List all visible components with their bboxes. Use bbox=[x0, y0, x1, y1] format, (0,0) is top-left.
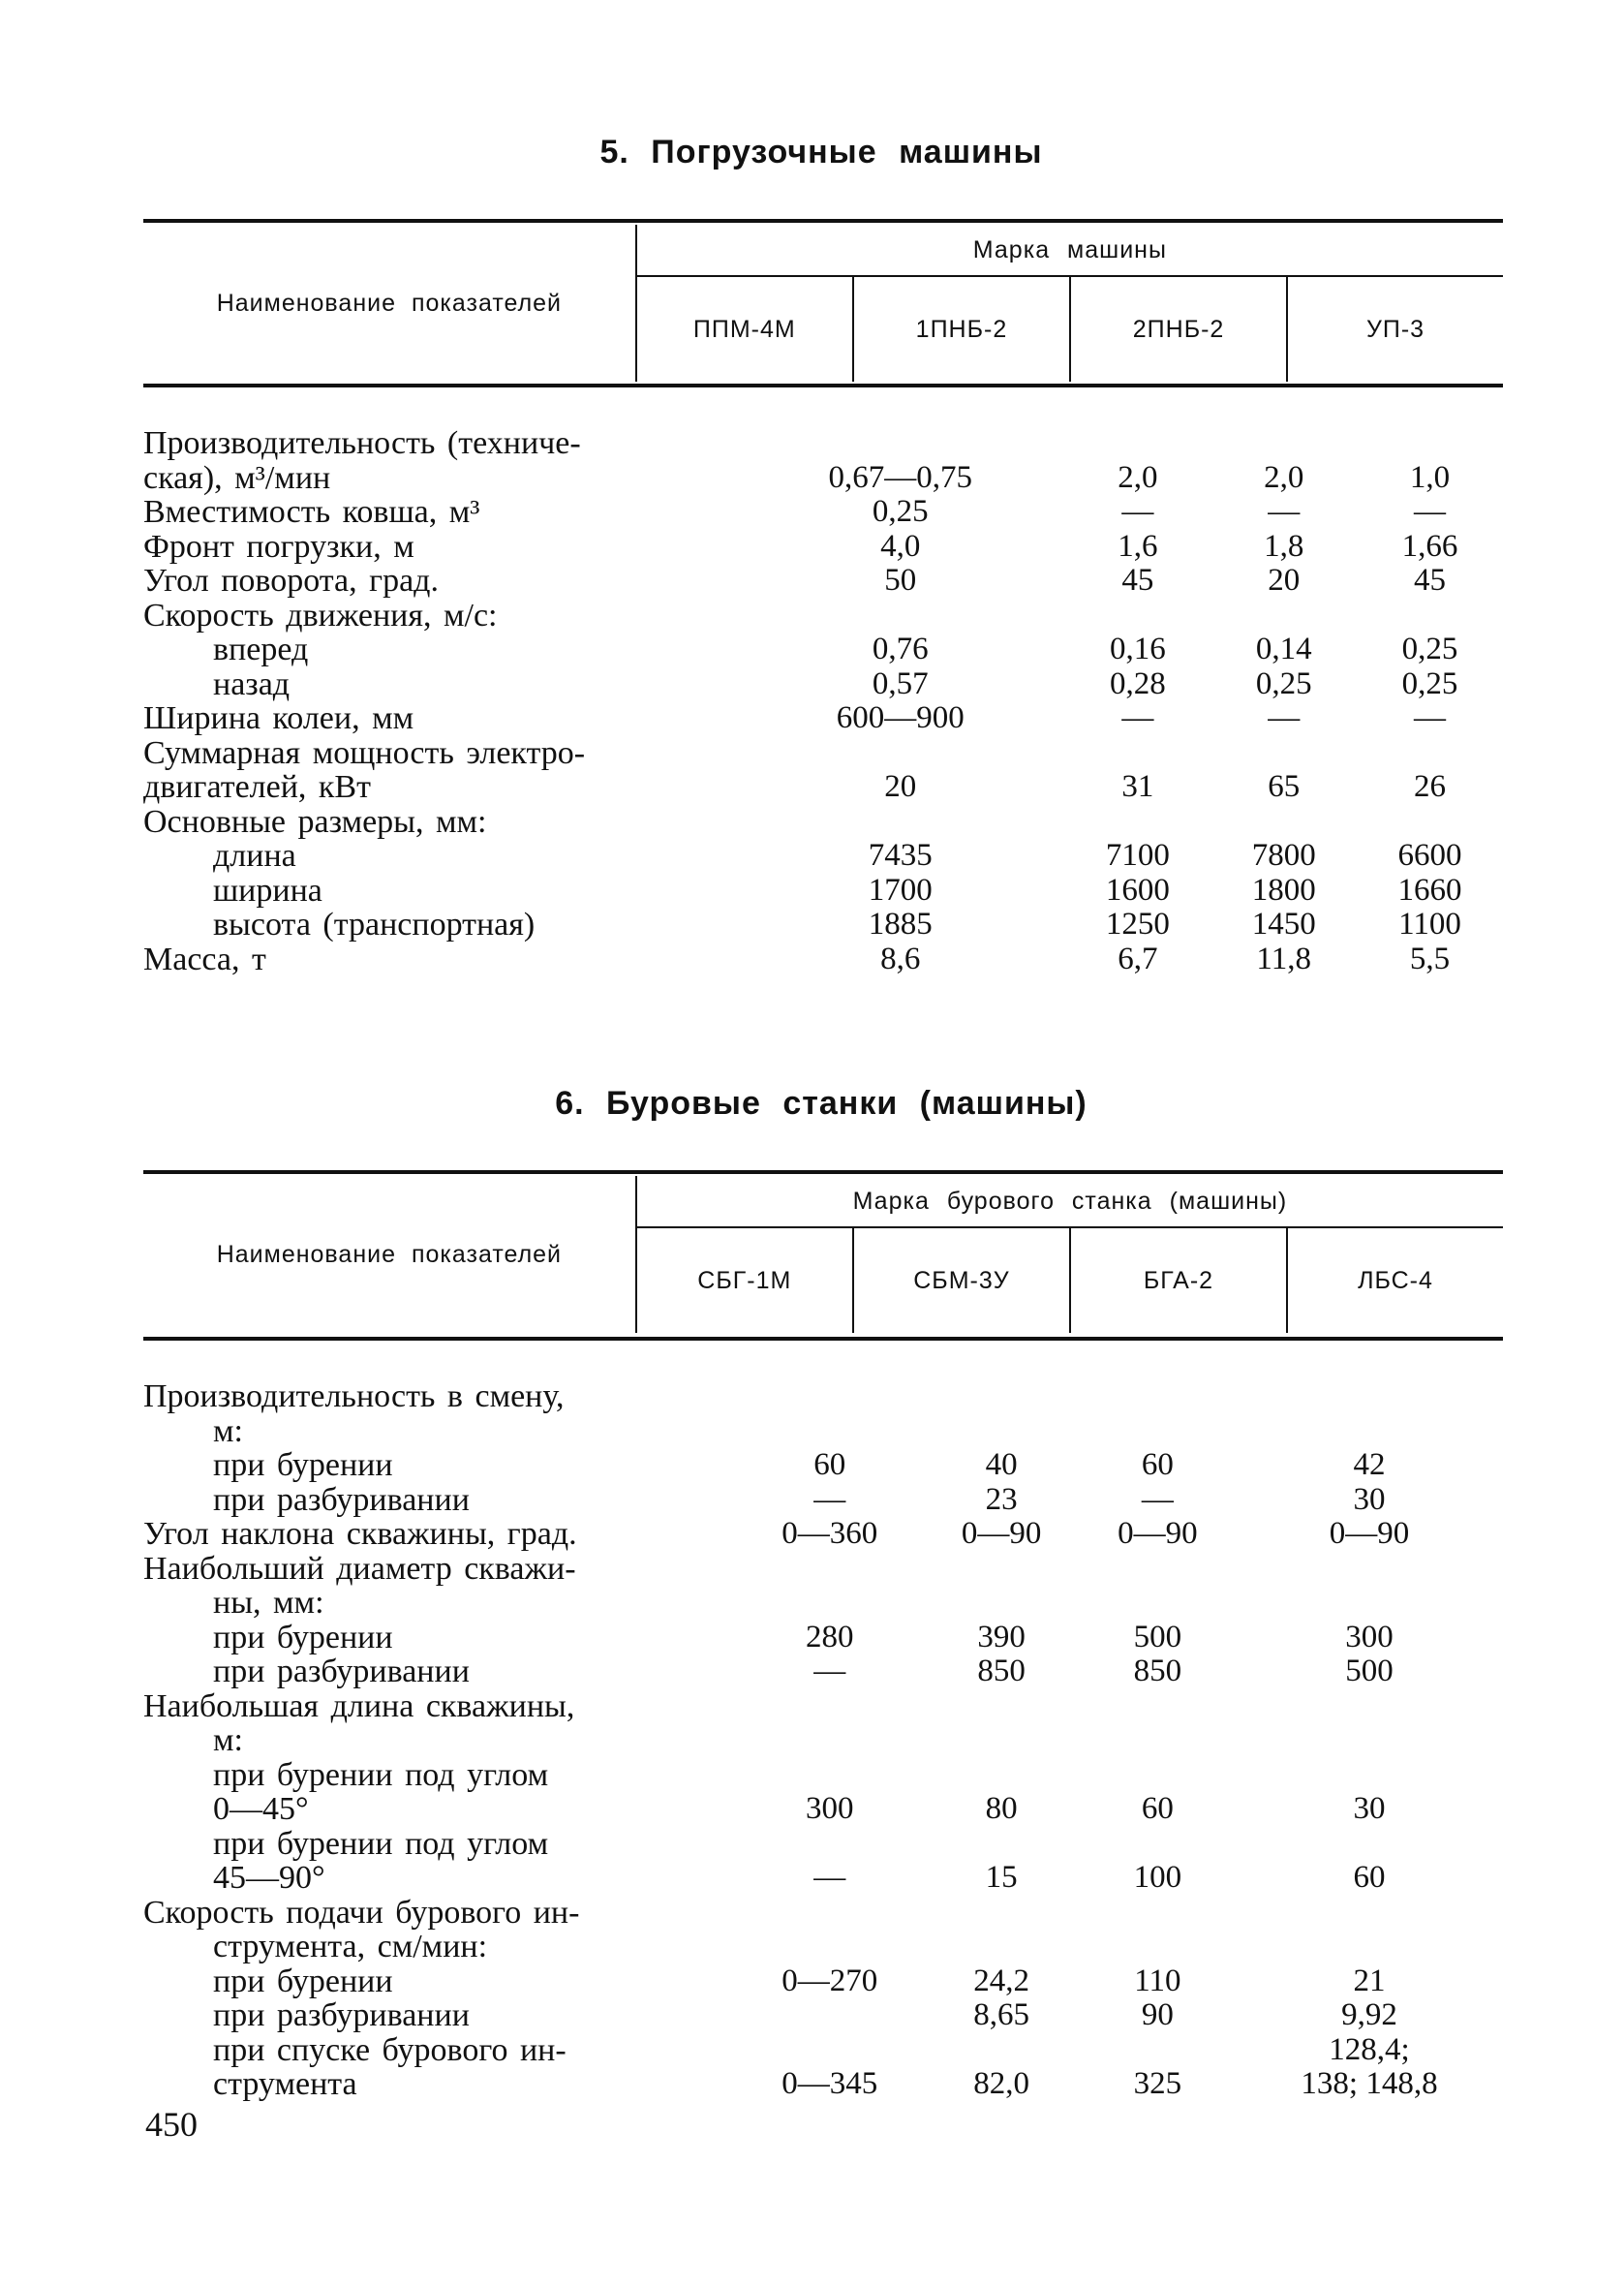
table-row bbox=[143, 1379, 1503, 1414]
row-value bbox=[736, 1758, 924, 1793]
table-row bbox=[143, 1517, 1503, 1552]
row-value: 1660 bbox=[1397, 872, 1462, 908]
row-value: 0—360 bbox=[781, 1516, 878, 1551]
row-value bbox=[1064, 736, 1210, 771]
row-value bbox=[736, 599, 1064, 634]
table-row bbox=[143, 1758, 1503, 1793]
row-label: м: bbox=[213, 1412, 243, 1449]
row-value: — bbox=[813, 1860, 846, 1895]
row-value: 110 bbox=[1134, 1963, 1181, 1998]
row-value: 45 bbox=[1414, 563, 1447, 598]
row-value: 21 bbox=[1353, 1963, 1386, 1998]
row-value bbox=[1236, 1689, 1503, 1724]
section-6-title: 6. Буровые станки (машины) bbox=[555, 1085, 1088, 1122]
row-value bbox=[1080, 1827, 1236, 1862]
row-value bbox=[1080, 1723, 1236, 1758]
row-value bbox=[1357, 599, 1503, 634]
row-value bbox=[924, 1827, 1080, 1862]
table-row bbox=[143, 1930, 1503, 1964]
row-label: Угол поворота, град. bbox=[143, 563, 439, 599]
row-value: 850 bbox=[1133, 1654, 1182, 1688]
table-row bbox=[143, 633, 1503, 667]
row-value bbox=[736, 1414, 924, 1449]
row-value bbox=[1210, 805, 1357, 840]
row-label: Ширина колеи, мм bbox=[143, 700, 414, 736]
row-label: Вместимость ковша, м³ bbox=[143, 494, 480, 530]
row-value: 6,7 bbox=[1118, 941, 1158, 976]
row-value: 11,8 bbox=[1256, 941, 1311, 976]
row-value bbox=[1210, 426, 1357, 461]
row-value bbox=[924, 1723, 1080, 1758]
row-value bbox=[924, 1896, 1080, 1931]
row-value: 90 bbox=[1141, 1997, 1174, 2032]
row-value: — bbox=[1141, 1481, 1174, 1517]
row-value bbox=[736, 805, 1064, 840]
header-brand-label: Марка машины bbox=[636, 225, 1503, 276]
row-label: при разбуривании bbox=[213, 1654, 470, 1689]
row-value bbox=[1080, 1896, 1236, 1931]
header-column: УП-3 bbox=[1287, 276, 1503, 382]
row-value: 390 bbox=[977, 1619, 1026, 1654]
top-rule bbox=[143, 1170, 1503, 1174]
header-name-label: Наименование показателей bbox=[143, 1176, 636, 1333]
row-value: 0,25 bbox=[872, 494, 929, 529]
row-value bbox=[1064, 599, 1210, 634]
row-value: 2,0 bbox=[1118, 459, 1158, 495]
row-value bbox=[736, 1827, 924, 1862]
header-column: СБГ-1М bbox=[697, 1266, 792, 1294]
row-value: 45 bbox=[1121, 563, 1154, 598]
row-value: 280 bbox=[806, 1619, 854, 1654]
row-value bbox=[736, 1998, 924, 2033]
row-value: 1100 bbox=[1398, 907, 1461, 942]
row-value: 0—90 bbox=[961, 1516, 1042, 1551]
row-label: длина bbox=[213, 838, 296, 874]
row-value bbox=[1080, 1586, 1236, 1621]
row-value: 15 bbox=[985, 1860, 1018, 1895]
row-value bbox=[1357, 426, 1503, 461]
row-value: 4,0 bbox=[880, 528, 921, 564]
table-row bbox=[143, 943, 1503, 977]
row-value: 0,25 bbox=[1401, 632, 1458, 666]
row-value: 30 bbox=[1353, 1481, 1386, 1517]
row-value bbox=[1357, 805, 1503, 840]
row-value: 500 bbox=[1133, 1619, 1182, 1654]
row-value: 1800 bbox=[1251, 872, 1316, 908]
row-value bbox=[1210, 736, 1357, 771]
header-column: ППМ-4М bbox=[692, 315, 796, 343]
row-value: 600—900 bbox=[836, 700, 965, 735]
row-value: 60 bbox=[1353, 1860, 1386, 1895]
row-value bbox=[736, 1723, 924, 1758]
row-value bbox=[924, 1930, 1080, 1964]
row-value: — bbox=[1268, 700, 1301, 735]
row-value: 20 bbox=[1268, 563, 1301, 598]
row-value: 850 bbox=[977, 1654, 1026, 1688]
row-value bbox=[924, 1586, 1080, 1621]
row-value bbox=[736, 1552, 924, 1587]
row-value: 1700 bbox=[868, 872, 933, 908]
row-value: — bbox=[1414, 700, 1447, 735]
row-value: — bbox=[813, 1654, 846, 1688]
row-value bbox=[924, 1758, 1080, 1793]
row-label: высота (транспортная) bbox=[213, 907, 536, 943]
row-value bbox=[924, 1689, 1080, 1724]
row-value bbox=[736, 1689, 924, 1724]
row-value bbox=[1080, 1758, 1236, 1793]
row-label: ны, мм: bbox=[213, 1585, 324, 1621]
row-value: 0,28 bbox=[1109, 665, 1166, 701]
row-value: 6600 bbox=[1397, 838, 1462, 873]
row-value bbox=[736, 736, 1064, 771]
row-label: Производительность (техниче- bbox=[143, 425, 581, 461]
row-label: при разбуривании bbox=[213, 1481, 470, 1518]
row-value: 1885 bbox=[868, 907, 933, 942]
row-value: 500 bbox=[1345, 1654, 1394, 1688]
row-value: 30 bbox=[1353, 1791, 1386, 1826]
row-value bbox=[1064, 805, 1210, 840]
row-value: 0,57 bbox=[872, 665, 929, 701]
row-value: 82,0 bbox=[973, 2066, 1030, 2101]
row-value bbox=[1080, 1930, 1236, 1964]
table-row bbox=[143, 1654, 1503, 1689]
table-row bbox=[143, 1861, 1503, 1896]
row-value bbox=[1236, 1896, 1503, 1931]
row-value bbox=[924, 1414, 1080, 1449]
row-value: 24,2 bbox=[973, 1963, 1030, 1998]
row-value: 60 bbox=[1141, 1791, 1174, 1826]
row-value: 23 bbox=[985, 1481, 1018, 1517]
row-value bbox=[1080, 1379, 1236, 1414]
row-value: 1,0 bbox=[1409, 459, 1451, 495]
row-value: 138; 148,8 bbox=[1301, 2066, 1438, 2101]
row-value bbox=[1236, 1723, 1503, 1758]
row-label: двигателей, кВт bbox=[143, 769, 371, 805]
row-value bbox=[1236, 1586, 1503, 1621]
row-value bbox=[924, 2033, 1080, 2068]
row-value: 8,65 bbox=[973, 1997, 1030, 2032]
table-row bbox=[143, 1414, 1503, 1449]
row-value: — bbox=[813, 1481, 846, 1517]
row-value: 1600 bbox=[1105, 872, 1170, 908]
row-label: Скорость подачи бурового ин- bbox=[143, 1894, 580, 1931]
row-label: при бурении bbox=[213, 1447, 393, 1483]
row-value: 42 bbox=[1353, 1447, 1386, 1482]
row-label: Масса, т bbox=[143, 941, 266, 977]
row-value: 300 bbox=[806, 1791, 854, 1826]
section-5-header bbox=[143, 225, 1503, 382]
table-row bbox=[143, 1723, 1503, 1758]
row-value bbox=[924, 1379, 1080, 1414]
row-value: 60 bbox=[813, 1447, 846, 1482]
row-value bbox=[1236, 1758, 1503, 1793]
table-row bbox=[143, 495, 1503, 530]
table-row bbox=[143, 1896, 1503, 1931]
row-value: 0,67—0,75 bbox=[828, 459, 972, 495]
row-value: 1,66 bbox=[1401, 528, 1458, 564]
row-value: 50 bbox=[884, 563, 917, 598]
row-label: м: bbox=[213, 1722, 243, 1758]
row-value: 2,0 bbox=[1264, 459, 1304, 495]
row-value: 7800 bbox=[1251, 838, 1316, 873]
row-value: — bbox=[1121, 494, 1154, 529]
table-row bbox=[143, 1792, 1503, 1827]
row-value: 40 bbox=[985, 1447, 1018, 1482]
row-value: 1250 bbox=[1105, 907, 1170, 942]
row-value: 100 bbox=[1133, 1860, 1182, 1895]
table-row bbox=[143, 839, 1503, 874]
header-column: БГА-2 bbox=[1070, 1227, 1287, 1333]
header-column: СБМ-3У bbox=[853, 1227, 1070, 1333]
row-value: 7100 bbox=[1105, 838, 1170, 873]
row-value: 0,76 bbox=[872, 632, 929, 666]
row-value: 0,25 bbox=[1255, 665, 1312, 701]
row-label: Фронт погрузки, м bbox=[143, 528, 414, 565]
header-brand-label: Марка бурового станка (машины) bbox=[636, 1176, 1503, 1227]
row-value bbox=[1080, 2033, 1236, 2068]
row-label: ширина bbox=[213, 872, 322, 909]
row-value: 0,16 bbox=[1109, 632, 1166, 666]
page-number: 450 bbox=[145, 2105, 198, 2144]
table-row bbox=[143, 1448, 1503, 1483]
row-value: 0—90 bbox=[1329, 1516, 1410, 1551]
row-value bbox=[1210, 599, 1357, 634]
row-value bbox=[1236, 1930, 1503, 1964]
row-label: Угол наклона скважины, град. bbox=[143, 1516, 577, 1552]
row-value bbox=[1357, 736, 1503, 771]
table-row bbox=[143, 1483, 1503, 1518]
table-row bbox=[143, 805, 1503, 840]
header-name-label: Наименование показателей bbox=[143, 225, 636, 382]
table-row bbox=[143, 736, 1503, 771]
row-value: 80 bbox=[985, 1791, 1018, 1826]
row-value bbox=[1064, 426, 1210, 461]
section-6-header bbox=[143, 1176, 1503, 1333]
section-5-title: 5. Погрузочные машины bbox=[599, 134, 1043, 170]
table-row bbox=[143, 1552, 1503, 1587]
row-value bbox=[1080, 1552, 1236, 1587]
header-column: ЛБС-4 bbox=[1287, 1227, 1503, 1333]
row-value: 31 bbox=[1121, 769, 1154, 804]
row-value: 300 bbox=[1345, 1619, 1394, 1654]
table-row bbox=[143, 1827, 1503, 1862]
row-label: при спуске бурового ин- bbox=[213, 2031, 567, 2068]
table-row bbox=[143, 461, 1503, 496]
row-value: 5,5 bbox=[1409, 941, 1451, 976]
table-row bbox=[143, 1586, 1503, 1621]
table-row bbox=[143, 1621, 1503, 1655]
row-value bbox=[1236, 1552, 1503, 1587]
row-label: струмента, см/мин: bbox=[213, 1929, 488, 1964]
table-row bbox=[143, 2033, 1503, 2068]
row-label: 0—45° bbox=[213, 1791, 309, 1827]
row-value bbox=[736, 1586, 924, 1621]
row-value bbox=[924, 1552, 1080, 1587]
row-label: при разбуривании bbox=[213, 1997, 470, 2033]
header-column: 1ПНБ-2 bbox=[853, 276, 1070, 382]
table-row bbox=[143, 599, 1503, 634]
row-value bbox=[1236, 1379, 1503, 1414]
row-value: 26 bbox=[1414, 769, 1447, 804]
table-row bbox=[143, 426, 1503, 461]
row-label: Суммарная мощность электро- bbox=[143, 734, 586, 771]
section-6-table bbox=[143, 1379, 1503, 2102]
row-value: 1,6 bbox=[1118, 528, 1158, 564]
row-value: 8,6 bbox=[880, 941, 921, 976]
row-value: — bbox=[1121, 700, 1154, 735]
row-label: при бурении под углом bbox=[213, 1825, 549, 1862]
row-label: вперед bbox=[213, 632, 309, 667]
row-value: 7435 bbox=[868, 838, 933, 873]
row-label: Производительность в смену, bbox=[143, 1378, 565, 1414]
row-value bbox=[736, 2033, 924, 2068]
table-row bbox=[143, 530, 1503, 565]
table-row bbox=[143, 1998, 1503, 2033]
table-row bbox=[143, 564, 1503, 599]
row-value bbox=[736, 1930, 924, 1964]
header-bottom-rule bbox=[143, 384, 1503, 387]
row-value bbox=[1080, 1414, 1236, 1449]
row-label: при бурении bbox=[213, 1963, 393, 1999]
row-value: — bbox=[1414, 494, 1447, 529]
row-value: 325 bbox=[1133, 2066, 1182, 2101]
row-value: 0—345 bbox=[781, 2066, 878, 2101]
table-row bbox=[143, 908, 1503, 943]
row-value: 9,92 bbox=[1341, 1997, 1397, 2032]
row-label: Наибольшая длина скважины, bbox=[143, 1687, 575, 1724]
row-value: 0—90 bbox=[1118, 1516, 1198, 1551]
row-value: 0—270 bbox=[781, 1963, 878, 1998]
table-row bbox=[143, 1964, 1503, 1999]
header-column: 2ПНБ-2 bbox=[1070, 276, 1287, 382]
table-row bbox=[143, 2067, 1503, 2102]
row-value: 0,14 bbox=[1255, 632, 1312, 666]
table-row bbox=[143, 667, 1503, 702]
row-value bbox=[1080, 1689, 1236, 1724]
row-label: Наибольший диаметр скважи- bbox=[143, 1550, 576, 1587]
row-label: струмента bbox=[213, 2066, 357, 2102]
table-row bbox=[143, 770, 1503, 805]
row-value: 1,8 bbox=[1264, 528, 1304, 564]
row-value: 20 bbox=[884, 769, 917, 804]
table-row bbox=[143, 1689, 1503, 1724]
row-value: 1450 bbox=[1251, 907, 1316, 942]
row-label: 45—90° bbox=[213, 1860, 325, 1896]
row-label: ская), м³/мин bbox=[143, 459, 331, 496]
top-rule bbox=[143, 219, 1503, 223]
table-row bbox=[143, 874, 1503, 909]
row-label: Скорость движения, м/с: bbox=[143, 597, 498, 634]
row-value bbox=[736, 1896, 924, 1931]
row-label: при бурении bbox=[213, 1619, 393, 1655]
row-value: — bbox=[1268, 494, 1301, 529]
row-value: 0,25 bbox=[1401, 665, 1458, 701]
header-bottom-rule bbox=[143, 1337, 1503, 1341]
row-label: назад bbox=[213, 665, 291, 702]
row-value bbox=[736, 426, 1064, 461]
row-value bbox=[1236, 1414, 1503, 1449]
table-row bbox=[143, 701, 1503, 736]
row-value bbox=[1236, 1827, 1503, 1862]
row-label: Основные размеры, мм: bbox=[143, 803, 487, 840]
row-value: 65 bbox=[1268, 769, 1301, 804]
row-label: при бурении под углом bbox=[213, 1756, 549, 1793]
section-5-table bbox=[143, 426, 1503, 976]
row-value: 128,4; bbox=[1329, 2031, 1410, 2067]
row-value: 60 bbox=[1141, 1447, 1174, 1482]
row-value bbox=[736, 1379, 924, 1414]
